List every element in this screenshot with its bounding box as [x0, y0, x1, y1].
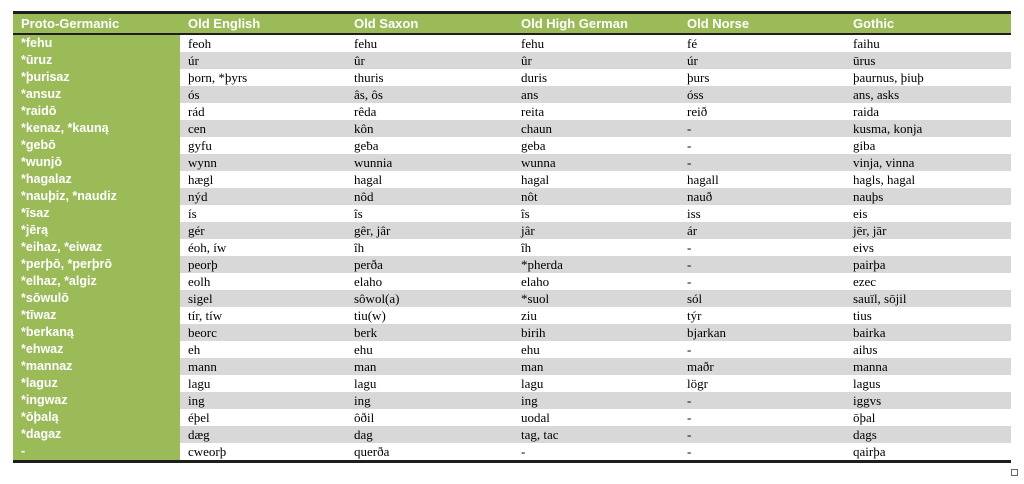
cell-old-high-german: fehu	[513, 34, 679, 52]
cell-old-high-german: birih	[513, 324, 679, 341]
cell-old-english: lagu	[180, 375, 346, 392]
cell-old-saxon: âs, ôs	[346, 86, 513, 103]
cell-old-high-german: tag, tac	[513, 426, 679, 443]
cell-old-english: wynn	[180, 154, 346, 171]
table-row	[13, 273, 1011, 290]
cell-gothic: hagls, hagal	[845, 171, 1011, 188]
cell-gothic: pairþa	[845, 256, 1011, 273]
cell-old-norse: fé	[679, 34, 845, 52]
cell-old-high-german: -	[513, 443, 679, 462]
cell-old-english: hægl	[180, 171, 346, 188]
table-row	[13, 171, 1011, 188]
table-row	[13, 103, 1011, 120]
cell-proto-germanic: *ansuz	[13, 86, 180, 103]
cell-proto-germanic: *sōwulō	[13, 290, 180, 307]
table-row	[13, 239, 1011, 256]
cell-proto-germanic: *eihaz, *eiwaz	[13, 239, 180, 256]
cell-old-high-german: uodal	[513, 409, 679, 426]
cell-old-high-german: ehu	[513, 341, 679, 358]
cell-gothic: ezec	[845, 273, 1011, 290]
cell-proto-germanic: *hagalaz	[13, 171, 180, 188]
cell-gothic: þaurnus, þiuþ	[845, 69, 1011, 86]
cell-proto-germanic: *jērą	[13, 222, 180, 239]
cell-gothic: sauïl, sōjil	[845, 290, 1011, 307]
table-row	[13, 426, 1011, 443]
table-row	[13, 69, 1011, 86]
cell-old-english: mann	[180, 358, 346, 375]
table-row	[13, 375, 1011, 392]
cell-proto-germanic: *fehu	[13, 34, 180, 52]
rune-names-table	[13, 11, 1011, 463]
table-row	[13, 392, 1011, 409]
cell-old-saxon: hagal	[346, 171, 513, 188]
cell-gothic: vinja, vinna	[845, 154, 1011, 171]
cell-gothic: ūrus	[845, 52, 1011, 69]
table-row	[13, 341, 1011, 358]
table-row	[13, 154, 1011, 171]
cell-old-saxon: ûr	[346, 52, 513, 69]
cell-old-norse: nauð	[679, 188, 845, 205]
cell-old-high-german: *suol	[513, 290, 679, 307]
cell-old-english: éoh, íw	[180, 239, 346, 256]
cell-old-saxon: fehu	[346, 34, 513, 52]
cell-old-saxon: îs	[346, 205, 513, 222]
table-resize-handle[interactable]	[1011, 469, 1018, 476]
cell-old-saxon: perða	[346, 256, 513, 273]
cell-old-norse: ár	[679, 222, 845, 239]
table-row	[13, 188, 1011, 205]
cell-old-norse: úr	[679, 52, 845, 69]
cell-old-saxon: geƀa	[346, 137, 513, 154]
cell-old-high-german: ûr	[513, 52, 679, 69]
cell-gothic: bairka	[845, 324, 1011, 341]
cell-old-english: sigel	[180, 290, 346, 307]
cell-proto-germanic: *mannaz	[13, 358, 180, 375]
header-old-english: Old English	[180, 13, 346, 35]
cell-old-norse: -	[679, 443, 845, 462]
cell-old-high-german: wunna	[513, 154, 679, 171]
cell-old-saxon: ôðil	[346, 409, 513, 426]
table-row	[13, 34, 1011, 52]
cell-proto-germanic: *elhaz, *algiz	[13, 273, 180, 290]
cell-old-english: gér	[180, 222, 346, 239]
cell-old-english: cen	[180, 120, 346, 137]
cell-old-english: tír, tíw	[180, 307, 346, 324]
cell-proto-germanic: *wunjō	[13, 154, 180, 171]
table-row	[13, 256, 1011, 273]
table-row	[13, 52, 1011, 69]
cell-old-english: éþel	[180, 409, 346, 426]
cell-old-norse: -	[679, 137, 845, 154]
cell-old-norse: -	[679, 409, 845, 426]
cell-old-saxon: berk	[346, 324, 513, 341]
cell-old-norse: -	[679, 154, 845, 171]
cell-old-saxon: thuris	[346, 69, 513, 86]
cell-old-saxon: nôd	[346, 188, 513, 205]
cell-proto-germanic: *kenaz, *kauną	[13, 120, 180, 137]
cell-old-high-german: îs	[513, 205, 679, 222]
cell-old-high-german: lagu	[513, 375, 679, 392]
cell-old-english: dæg	[180, 426, 346, 443]
cell-old-english: ing	[180, 392, 346, 409]
cell-old-saxon: dag	[346, 426, 513, 443]
cell-old-english: gyfu	[180, 137, 346, 154]
table-row	[13, 409, 1011, 426]
cell-old-high-german: *pherda	[513, 256, 679, 273]
cell-old-saxon: man	[346, 358, 513, 375]
cell-old-saxon: ing	[346, 392, 513, 409]
cell-proto-germanic: *ingwaz	[13, 392, 180, 409]
cell-gothic: eivs	[845, 239, 1011, 256]
cell-gothic: dags	[845, 426, 1011, 443]
cell-proto-germanic: *nauþiz, *naudiz	[13, 188, 180, 205]
cell-old-high-german: jâr	[513, 222, 679, 239]
table-row	[13, 307, 1011, 324]
cell-proto-germanic: *ehwaz	[13, 341, 180, 358]
cell-proto-germanic: *berkaną	[13, 324, 180, 341]
cell-old-norse: lögr	[679, 375, 845, 392]
cell-old-high-german: ziu	[513, 307, 679, 324]
cell-old-norse: -	[679, 239, 845, 256]
cell-old-english: feoh	[180, 34, 346, 52]
cell-old-saxon: gêr, jâr	[346, 222, 513, 239]
cell-old-high-german: elaho	[513, 273, 679, 290]
cell-gothic: kusma, konja	[845, 120, 1011, 137]
table-row	[13, 205, 1011, 222]
cell-old-english: ís	[180, 205, 346, 222]
table-row	[13, 86, 1011, 103]
table-row	[13, 358, 1011, 375]
cell-old-norse: sól	[679, 290, 845, 307]
cell-gothic: aiƕs	[845, 341, 1011, 358]
cell-old-high-german: ans	[513, 86, 679, 103]
cell-old-norse: -	[679, 392, 845, 409]
cell-proto-germanic: *raidō	[13, 103, 180, 120]
cell-old-norse: iss	[679, 205, 845, 222]
cell-old-high-german: chaun	[513, 120, 679, 137]
table-row	[13, 222, 1011, 239]
cell-old-high-german: hagal	[513, 171, 679, 188]
cell-old-high-german: nôt	[513, 188, 679, 205]
cell-old-norse: -	[679, 273, 845, 290]
cell-old-high-german: reita	[513, 103, 679, 120]
cell-old-high-german: geba	[513, 137, 679, 154]
cell-old-saxon: kôn	[346, 120, 513, 137]
cell-old-norse: maðr	[679, 358, 845, 375]
cell-old-high-german: duris	[513, 69, 679, 86]
cell-gothic: iggvs	[845, 392, 1011, 409]
cell-proto-germanic: *perþō, *perþrō	[13, 256, 180, 273]
cell-proto-germanic: *þurisaz	[13, 69, 180, 86]
cell-gothic: jēr, jār	[845, 222, 1011, 239]
cell-old-high-german: ing	[513, 392, 679, 409]
table-row	[13, 120, 1011, 137]
cell-old-english: eolh	[180, 273, 346, 290]
cell-old-saxon: lagu	[346, 375, 513, 392]
cell-proto-germanic: *dagaz	[13, 426, 180, 443]
cell-gothic: raida	[845, 103, 1011, 120]
header-proto-germanic: Proto-Germanic	[13, 13, 180, 35]
cell-gothic: faihu	[845, 34, 1011, 52]
cell-gothic: nauþs	[845, 188, 1011, 205]
cell-gothic: ōþal	[845, 409, 1011, 426]
cell-proto-germanic: -	[13, 443, 180, 462]
table-row	[13, 324, 1011, 341]
cell-old-norse: hagall	[679, 171, 845, 188]
cell-old-norse: týr	[679, 307, 845, 324]
cell-old-english: nýd	[180, 188, 346, 205]
cell-old-english: rád	[180, 103, 346, 120]
cell-old-english: úr	[180, 52, 346, 69]
cell-proto-germanic: *laguz	[13, 375, 180, 392]
cell-old-norse: þurs	[679, 69, 845, 86]
cell-old-saxon: rêda	[346, 103, 513, 120]
table-body	[13, 34, 1011, 462]
header-old-saxon: Old Saxon	[346, 13, 513, 35]
cell-old-saxon: tiu(w)	[346, 307, 513, 324]
cell-old-saxon: îh	[346, 239, 513, 256]
cell-old-english: þorn, *þyrs	[180, 69, 346, 86]
cell-old-english: eh	[180, 341, 346, 358]
cell-old-norse: bjarkan	[679, 324, 845, 341]
cell-proto-germanic: *īsaz	[13, 205, 180, 222]
cell-gothic: lagus	[845, 375, 1011, 392]
header-old-norse: Old Norse	[679, 13, 845, 35]
cell-gothic: eis	[845, 205, 1011, 222]
cell-old-saxon: elaho	[346, 273, 513, 290]
header-row	[13, 13, 1011, 35]
cell-old-english: beorc	[180, 324, 346, 341]
cell-old-saxon: ehu	[346, 341, 513, 358]
cell-old-norse: -	[679, 120, 845, 137]
rune-names-table-container	[13, 11, 1011, 463]
cell-old-high-german: man	[513, 358, 679, 375]
cell-old-english: ós	[180, 86, 346, 103]
cell-old-high-german: îh	[513, 239, 679, 256]
cell-old-norse: reið	[679, 103, 845, 120]
table-row	[13, 290, 1011, 307]
cell-old-saxon: querða	[346, 443, 513, 462]
table-row	[13, 443, 1011, 462]
cell-old-norse: -	[679, 256, 845, 273]
cell-old-saxon: sôwol(a)	[346, 290, 513, 307]
header-gothic: Gothic	[845, 13, 1011, 35]
cell-old-english: cweorþ	[180, 443, 346, 462]
cell-proto-germanic: *tīwaz	[13, 307, 180, 324]
cell-old-english: peorþ	[180, 256, 346, 273]
cell-proto-germanic: *gebō	[13, 137, 180, 154]
cell-gothic: manna	[845, 358, 1011, 375]
cell-gothic: tius	[845, 307, 1011, 324]
cell-proto-germanic: *ūruz	[13, 52, 180, 69]
cell-old-saxon: wunnia	[346, 154, 513, 171]
cell-gothic: giba	[845, 137, 1011, 154]
header-old-high-german: Old High German	[513, 13, 679, 35]
cell-old-norse: -	[679, 426, 845, 443]
cell-proto-germanic: *ōþalą	[13, 409, 180, 426]
cell-gothic: qairþa	[845, 443, 1011, 462]
table-row	[13, 137, 1011, 154]
cell-old-norse: óss	[679, 86, 845, 103]
cell-gothic: ans, asks	[845, 86, 1011, 103]
cell-old-norse: -	[679, 341, 845, 358]
